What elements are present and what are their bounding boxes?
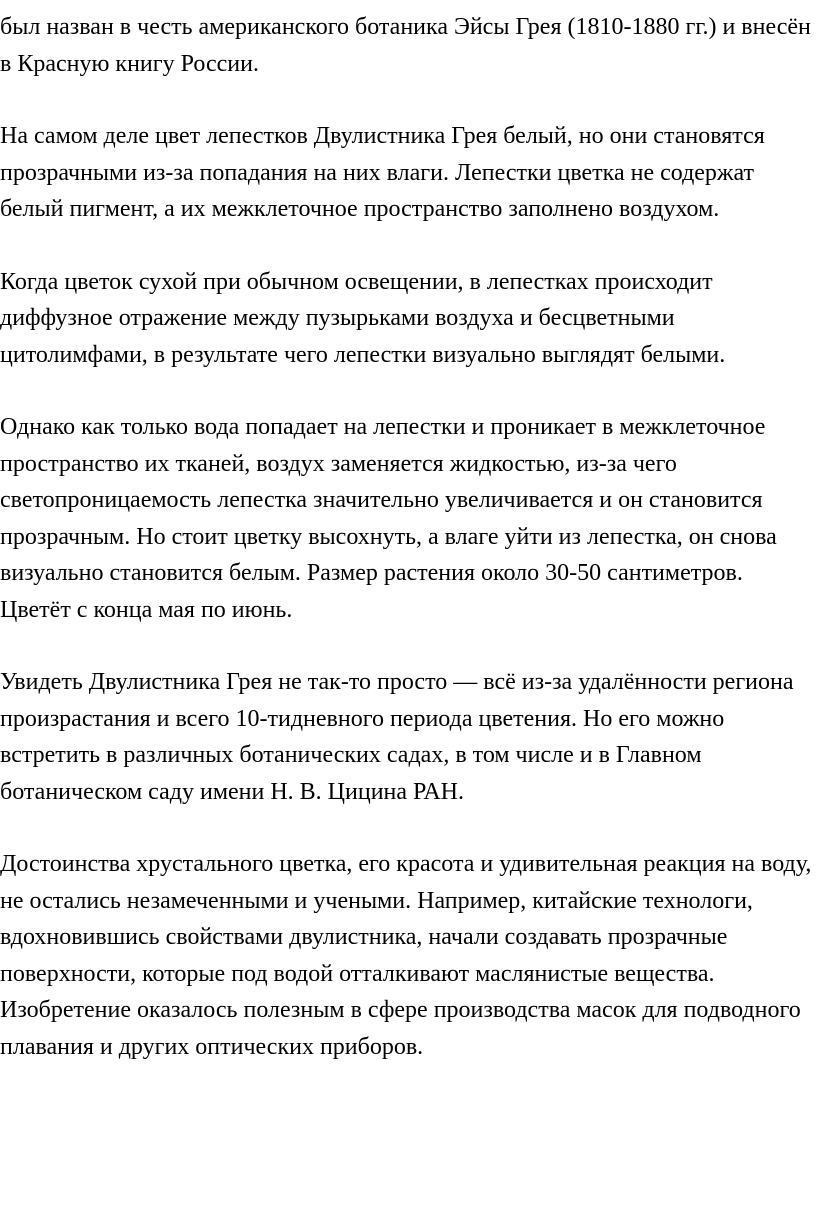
paragraph-dry-flower: Когда цветок сухой при обычном освещении, в лепестках происходит диффузное отражение между пузырьками воздуха и бесцветными цитолимфами, в результате чего лепестки визуально выглядят белыми. bbox=[0, 268, 726, 368]
paragraph-applications: Достоинства хрустального цветка, его красота и удивительная реакция на воду, не остались незамеченными и учеными. Например, китайские технологи, вдохновившись свойствами двулистника, начали создавать прозрачные поверхности, которые под водой отталкивают маслянистые вещества. Изобретение оказалось полезным в сфере производства масок для подводного плавания и других оптических приборов. bbox=[0, 851, 812, 1060]
paragraph-where-to-see: Увидеть Двулистника Грея не так-то просто — всё из-за удалённости региона произрастания и всего 10-тидневного периода цветения. Но его можно встретить в различных ботанических садах, в том числе и в Главном ботаническом саду имени Н. В. Цицина РАН. bbox=[0, 669, 794, 805]
paragraph-petal-color: На самом деле цвет лепестков Двулистника Грея белый, но они становятся прозрачными из-за попадания на них влаги. Лепестки цветка не содержат белый пигмент, а их межклеточное пространство заполнено воздухом. bbox=[0, 123, 765, 222]
paragraph-wet-flower: Однако как только вода попадает на лепестки и проникает в межклеточное пространство их тканей, воздух заменяется жидкостью, из-за чего светопроницаемость лепестка значительно увеличивается и он становится прозрачным. Но стоит цветку высохнуть, а влаге уйти из лепестка, он снова визуально становится белым. Размер растения около 30-50 сантиметров. Цветёт с конца мая по июнь. bbox=[0, 414, 777, 623]
paragraph-gray-naming: был назван в честь американского ботаника Эйсы Грея (1810-1880 гг.) и внесён в Красную книгу России. bbox=[0, 14, 811, 77]
